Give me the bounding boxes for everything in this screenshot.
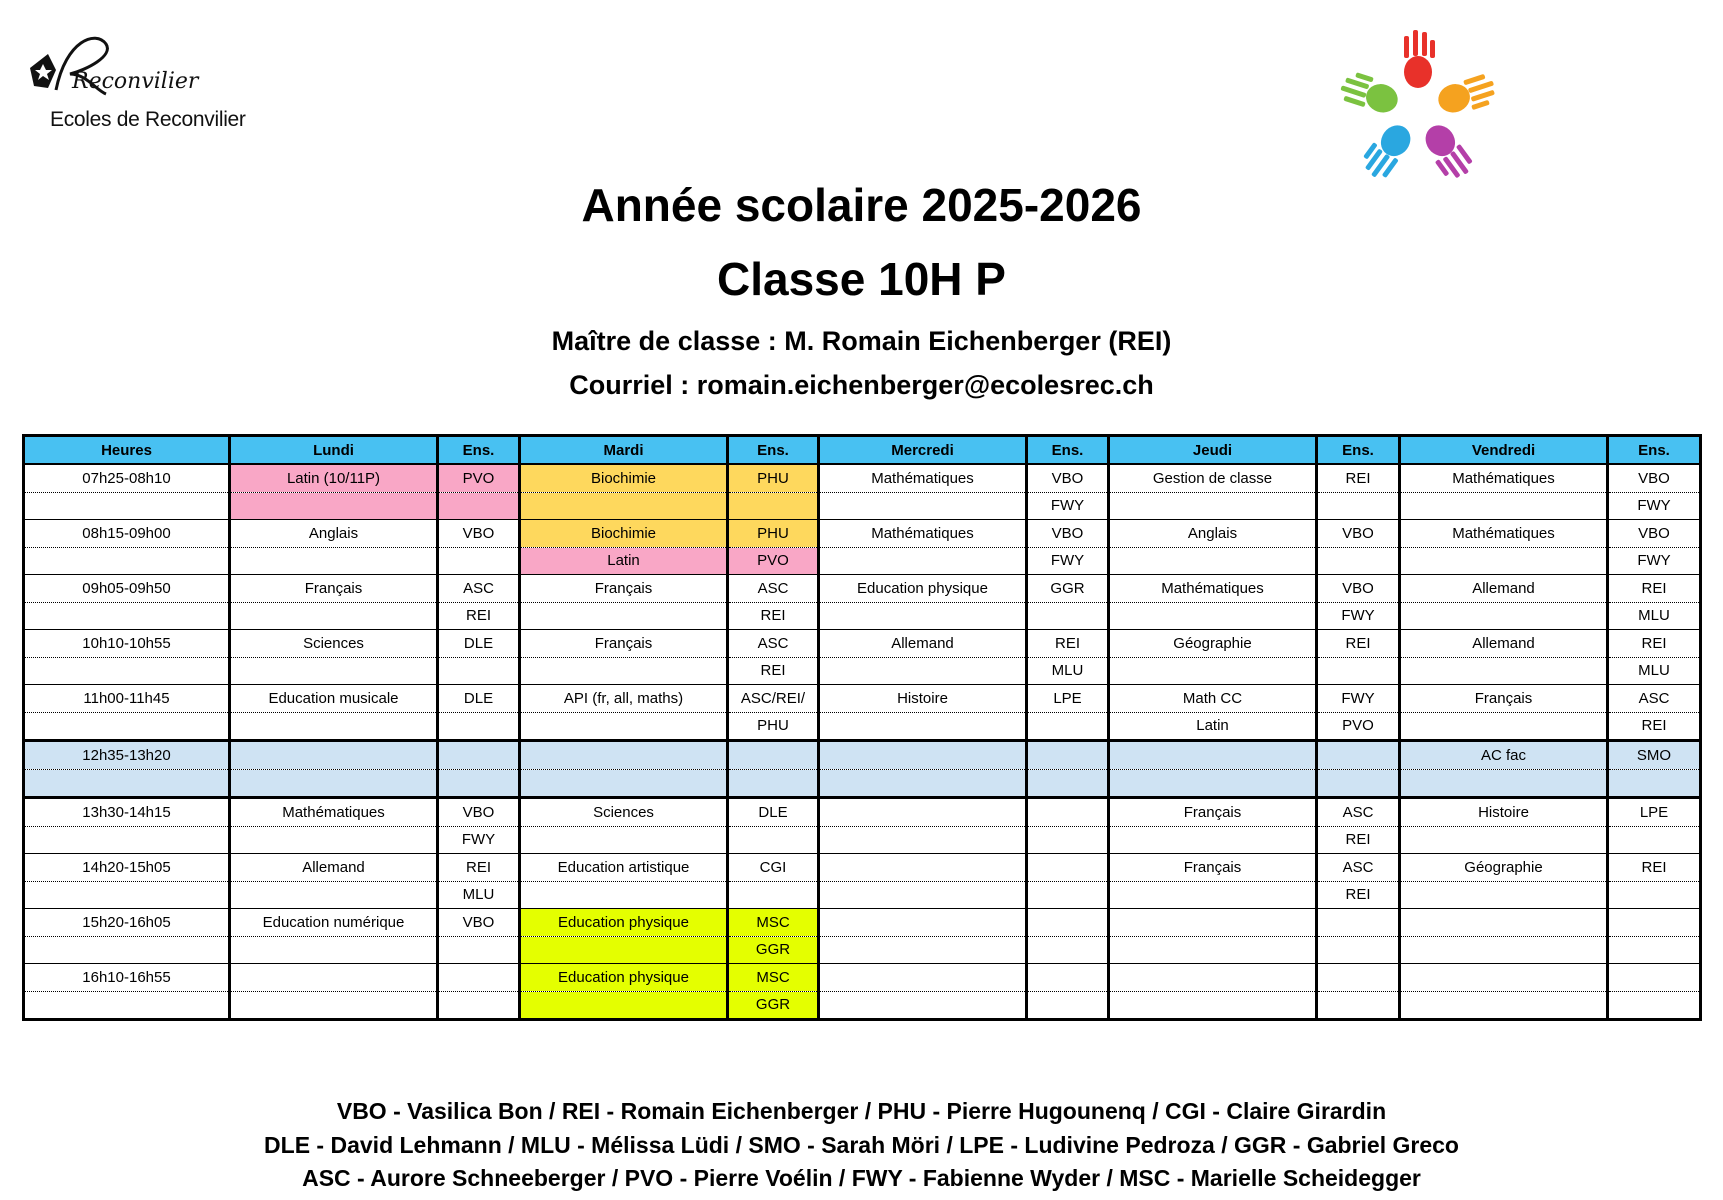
column-header-day: Lundi <box>230 436 438 465</box>
subject-cell: Histoire <box>1400 798 1608 827</box>
subject-cell: Allemand <box>819 630 1027 658</box>
subject-cell <box>1400 826 1608 854</box>
teacher-cell <box>1027 769 1109 798</box>
teacher-cell: MLU <box>1027 657 1109 685</box>
teacher-cell: PHU <box>728 712 819 741</box>
teacher-cell: MLU <box>1608 657 1701 685</box>
subject-cell <box>819 602 1027 630</box>
teacher-cell: MSC <box>728 909 819 937</box>
table-row <box>24 964 1701 992</box>
subject-cell <box>520 602 728 630</box>
teacher-cell <box>1317 657 1400 685</box>
teacher-cell: REI <box>1027 630 1109 658</box>
subject-cell <box>819 936 1027 964</box>
teacher-cell: ASC <box>1317 854 1400 882</box>
teacher-cell <box>1317 547 1400 575</box>
subject-cell: Gestion de classe <box>1109 464 1317 492</box>
subject-cell <box>520 936 728 964</box>
table-row <box>24 854 1701 882</box>
subject-cell: Sciences <box>230 630 438 658</box>
time-cell: 15h20-16h05 <box>24 909 230 937</box>
table-row <box>24 826 1701 854</box>
subject-cell <box>819 741 1027 770</box>
subject-cell <box>230 936 438 964</box>
subject-cell <box>520 492 728 520</box>
subject-cell <box>230 769 438 798</box>
teacher-cell <box>1027 936 1109 964</box>
subject-cell <box>819 547 1027 575</box>
teacher-cell: FWY <box>1027 547 1109 575</box>
subject-cell <box>1109 741 1317 770</box>
subject-cell <box>520 741 728 770</box>
legend-line: DLE - David Lehmann / MLU - Mélissa Lüdi / SMO - Sarah Möri / LPE - Ludivine Pedroza / GGR - Gabriel Greco <box>264 1132 1459 1158</box>
teacher-cell: ASC/REI/ <box>728 685 819 713</box>
subject-cell: Anglais <box>1109 520 1317 548</box>
subject-cell: Sciences <box>520 798 728 827</box>
time-cell <box>24 826 230 854</box>
subject-cell <box>520 769 728 798</box>
subject-cell <box>1109 769 1317 798</box>
class-name: Classe 10H P <box>717 253 1006 305</box>
subject-cell <box>1400 657 1608 685</box>
subject-cell <box>1109 881 1317 909</box>
table-row <box>24 798 1701 827</box>
subject-cell: Français <box>230 575 438 603</box>
time-cell <box>24 769 230 798</box>
teacher-cell <box>438 991 520 1020</box>
teacher-cell: ASC <box>728 575 819 603</box>
teacher-cell <box>1027 964 1109 992</box>
time-cell: 07h25-08h10 <box>24 464 230 492</box>
subject-cell <box>230 657 438 685</box>
teacher-cell: LPE <box>1027 685 1109 713</box>
subject-cell <box>819 964 1027 992</box>
time-cell: 16h10-16h55 <box>24 964 230 992</box>
teacher-cell: LPE <box>1608 798 1701 827</box>
column-header-day: Vendredi <box>1400 436 1608 465</box>
teacher-cell: PHU <box>728 520 819 548</box>
legend-line: ASC - Aurore Schneeberger / PVO - Pierre Voélin / FWY - Fabienne Wyder / MSC - Marielle Scheidegger <box>302 1165 1421 1191</box>
subject-cell: API (fr, all, maths) <box>520 685 728 713</box>
teacher-cell <box>1027 741 1109 770</box>
teacher-cell <box>1608 909 1701 937</box>
timetable-header-row <box>24 436 1701 465</box>
teacher-cell: FWY <box>1317 685 1400 713</box>
teacher-cell: CGI <box>728 854 819 882</box>
teacher-cell: REI <box>1317 464 1400 492</box>
subject-cell: Allemand <box>1400 575 1608 603</box>
teacher-cell: GGR <box>728 991 819 1020</box>
teacher-cell <box>1317 492 1400 520</box>
teacher-cell: GGR <box>728 936 819 964</box>
subject-cell: Français <box>520 630 728 658</box>
table-row <box>24 712 1701 741</box>
subject-cell: Education physique <box>520 909 728 937</box>
teacher-cell <box>1027 798 1109 827</box>
table-row <box>24 769 1701 798</box>
time-cell: 09h05-09h50 <box>24 575 230 603</box>
subject-cell: Histoire <box>819 685 1027 713</box>
subject-cell: Education physique <box>819 575 1027 603</box>
teacher-cell: PVO <box>728 547 819 575</box>
teacher-cell: PVO <box>1317 712 1400 741</box>
subject-cell <box>1400 547 1608 575</box>
subject-cell <box>230 492 438 520</box>
table-row <box>24 991 1701 1020</box>
teacher-cell <box>438 769 520 798</box>
teacher-cell: REI <box>1317 826 1400 854</box>
subject-cell <box>1400 936 1608 964</box>
teacher-cell <box>1027 991 1109 1020</box>
teacher-cell <box>1608 769 1701 798</box>
teacher-cell: FWY <box>1608 547 1701 575</box>
subject-cell: Education artistique <box>520 854 728 882</box>
time-cell <box>24 657 230 685</box>
subject-cell: Education musicale <box>230 685 438 713</box>
teacher-cell: FWY <box>438 826 520 854</box>
table-row <box>24 492 1701 520</box>
teacher-cell <box>438 936 520 964</box>
table-row <box>24 741 1701 770</box>
logo-caption: Ecoles de Reconvilier <box>50 108 246 131</box>
teacher-cell <box>1027 909 1109 937</box>
subject-cell <box>1400 712 1608 741</box>
teacher-cell: VBO <box>1317 520 1400 548</box>
column-header-teacher: Ens. <box>728 436 819 465</box>
time-cell <box>24 547 230 575</box>
time-cell: 12h35-13h20 <box>24 741 230 770</box>
table-row <box>24 520 1701 548</box>
teacher-cell: ASC <box>728 630 819 658</box>
teacher-cell: REI <box>1608 712 1701 741</box>
teacher-cell <box>1317 769 1400 798</box>
teacher-cell <box>1027 712 1109 741</box>
teacher-cell: VBO <box>1608 464 1701 492</box>
teacher-cell: ASC <box>438 575 520 603</box>
teacher-cell: VBO <box>438 798 520 827</box>
teacher-cell: DLE <box>728 798 819 827</box>
subject-cell <box>520 712 728 741</box>
column-header-teacher: Ens. <box>438 436 520 465</box>
legend-line: VBO - Vasilica Bon / REI - Romain Eichenberger / PHU - Pierre Hugounenq / CGI - Claire Girardin <box>336 1098 1387 1124</box>
table-row <box>24 547 1701 575</box>
subject-cell <box>819 854 1027 882</box>
teacher-cell: VBO <box>1027 464 1109 492</box>
time-cell: 13h30-14h15 <box>24 798 230 827</box>
teacher-cell: VBO <box>438 909 520 937</box>
timetable <box>22 434 1702 1021</box>
teacher-cell: ASC <box>1317 798 1400 827</box>
subject-cell <box>819 492 1027 520</box>
teacher-cell: FWY <box>1317 602 1400 630</box>
teacher-cell: VBO <box>438 520 520 548</box>
subject-cell: Français <box>520 575 728 603</box>
table-row <box>24 630 1701 658</box>
teacher-cell <box>1027 602 1109 630</box>
teacher-cell: REI <box>1317 630 1400 658</box>
table-row <box>24 685 1701 713</box>
subject-cell: Allemand <box>1400 630 1608 658</box>
subject-cell <box>520 991 728 1020</box>
reconvilier-emblem-icon <box>26 30 226 110</box>
subject-cell: Géographie <box>1109 630 1317 658</box>
table-row <box>24 657 1701 685</box>
subject-cell: Anglais <box>230 520 438 548</box>
time-cell <box>24 936 230 964</box>
subject-cell <box>1400 881 1608 909</box>
subject-cell <box>230 881 438 909</box>
subject-cell <box>1400 991 1608 1020</box>
teacher-cell <box>1027 881 1109 909</box>
subject-cell <box>1109 602 1317 630</box>
subject-cell: Mathématiques <box>1400 520 1608 548</box>
time-cell <box>24 991 230 1020</box>
subject-cell <box>819 881 1027 909</box>
subject-cell <box>1109 909 1317 937</box>
time-cell <box>24 881 230 909</box>
teacher-cell <box>1608 881 1701 909</box>
subject-cell <box>230 547 438 575</box>
subject-cell <box>819 826 1027 854</box>
teacher-cell: DLE <box>438 630 520 658</box>
teacher-cell <box>1317 991 1400 1020</box>
subject-cell <box>230 964 438 992</box>
time-cell <box>24 712 230 741</box>
teacher-cell <box>1317 964 1400 992</box>
teacher-cell <box>438 741 520 770</box>
subject-cell <box>1109 964 1317 992</box>
subject-cell <box>1109 492 1317 520</box>
subject-cell: Biochimie <box>520 520 728 548</box>
teacher-cell: FWY <box>1608 492 1701 520</box>
time-cell <box>24 492 230 520</box>
teacher-cell: ASC <box>1608 685 1701 713</box>
subject-cell <box>230 712 438 741</box>
column-header-teacher: Ens. <box>1317 436 1400 465</box>
subject-cell <box>520 657 728 685</box>
column-header-time: Heures <box>24 436 230 465</box>
teacher-cell: REI <box>438 602 520 630</box>
subject-cell: Latin (10/11P) <box>230 464 438 492</box>
subject-cell <box>819 991 1027 1020</box>
teacher-cell: REI <box>1608 854 1701 882</box>
school-logo <box>26 30 246 131</box>
subject-cell: AC fac <box>1400 741 1608 770</box>
subject-cell <box>230 602 438 630</box>
subject-cell: Math CC <box>1109 685 1317 713</box>
teacher-cell <box>1027 826 1109 854</box>
teacher-cell: SMO <box>1608 741 1701 770</box>
teacher-cell <box>438 712 520 741</box>
teacher-cell <box>438 492 520 520</box>
subject-cell <box>1109 826 1317 854</box>
teacher-cell: REI <box>1608 630 1701 658</box>
teacher-cell: VBO <box>1317 575 1400 603</box>
subject-cell: Allemand <box>230 854 438 882</box>
subject-cell <box>1400 909 1608 937</box>
subject-cell <box>1400 492 1608 520</box>
teacher-cell <box>438 657 520 685</box>
teacher-line: Maître de classe : M. Romain Eichenberger (REI) <box>551 326 1172 356</box>
time-cell: 08h15-09h00 <box>24 520 230 548</box>
teacher-cell: MSC <box>728 964 819 992</box>
subject-cell: Mathématiques <box>1109 575 1317 603</box>
teacher-cell: VBO <box>1027 520 1109 548</box>
teacher-cell <box>1608 964 1701 992</box>
email-line: Courriel : romain.eichenberger@ecolesrec.ch <box>569 370 1154 400</box>
subject-cell <box>1400 964 1608 992</box>
subject-cell: Géographie <box>1400 854 1608 882</box>
subject-cell: Education numérique <box>230 909 438 937</box>
teacher-cell: MLU <box>438 881 520 909</box>
column-header-teacher: Ens. <box>1027 436 1109 465</box>
teacher-cell <box>438 547 520 575</box>
teacher-cell: REI <box>1608 575 1701 603</box>
time-cell: 10h10-10h55 <box>24 630 230 658</box>
hands-logo-icon <box>1338 30 1498 190</box>
teacher-cell <box>728 492 819 520</box>
teacher-cell <box>1608 991 1701 1020</box>
subject-cell <box>1400 769 1608 798</box>
teacher-cell: VBO <box>1608 520 1701 548</box>
table-row <box>24 909 1701 937</box>
logo-wordmark: Reconvilier <box>72 69 199 94</box>
table-row <box>24 575 1701 603</box>
teacher-cell <box>1317 741 1400 770</box>
column-header-teacher: Ens. <box>1608 436 1701 465</box>
subject-cell <box>819 657 1027 685</box>
subject-cell: Mathématiques <box>819 520 1027 548</box>
teacher-cell <box>1608 936 1701 964</box>
table-row <box>24 602 1701 630</box>
subject-cell <box>230 741 438 770</box>
subject-cell <box>230 991 438 1020</box>
teacher-cell <box>1027 854 1109 882</box>
time-cell: 14h20-15h05 <box>24 854 230 882</box>
teacher-cell <box>1317 909 1400 937</box>
teacher-cell <box>728 741 819 770</box>
subject-cell: Latin <box>1109 712 1317 741</box>
teacher-cell: MLU <box>1608 602 1701 630</box>
subject-cell <box>819 909 1027 937</box>
teacher-cell <box>1317 936 1400 964</box>
teacher-cell: FWY <box>1027 492 1109 520</box>
subject-cell: Biochimie <box>520 464 728 492</box>
subject-cell <box>819 798 1027 827</box>
subject-cell: Latin <box>520 547 728 575</box>
subject-cell <box>1109 936 1317 964</box>
page-title: Année scolaire 2025-2026 <box>581 179 1142 231</box>
subject-cell: Mathématiques <box>819 464 1027 492</box>
table-row <box>24 936 1701 964</box>
subject-cell <box>1109 991 1317 1020</box>
teacher-cell: REI <box>438 854 520 882</box>
subject-cell: Mathématiques <box>230 798 438 827</box>
subject-cell <box>520 826 728 854</box>
table-row <box>24 881 1701 909</box>
teacher-cell: PVO <box>438 464 520 492</box>
time-cell <box>24 602 230 630</box>
subject-cell <box>819 769 1027 798</box>
teacher-cell: GGR <box>1027 575 1109 603</box>
teacher-cell <box>438 964 520 992</box>
subject-cell <box>520 881 728 909</box>
subject-cell <box>1109 657 1317 685</box>
subject-cell: Français <box>1400 685 1608 713</box>
subject-cell <box>230 826 438 854</box>
teacher-cell: REI <box>728 602 819 630</box>
column-header-day: Jeudi <box>1109 436 1317 465</box>
subject-cell: Français <box>1109 798 1317 827</box>
table-row <box>24 464 1701 492</box>
column-header-day: Mardi <box>520 436 728 465</box>
subject-cell <box>819 712 1027 741</box>
teacher-cell <box>728 769 819 798</box>
teacher-cell <box>728 881 819 909</box>
subject-cell <box>1400 602 1608 630</box>
teacher-cell: REI <box>1317 881 1400 909</box>
column-header-day: Mercredi <box>819 436 1027 465</box>
subject-cell <box>1109 547 1317 575</box>
teacher-cell: PHU <box>728 464 819 492</box>
teacher-cell <box>728 826 819 854</box>
teacher-cell <box>1608 826 1701 854</box>
teacher-cell: REI <box>728 657 819 685</box>
subject-cell: Mathématiques <box>1400 464 1608 492</box>
subject-cell: Education physique <box>520 964 728 992</box>
teacher-cell: DLE <box>438 685 520 713</box>
subject-cell: Français <box>1109 854 1317 882</box>
time-cell: 11h00-11h45 <box>24 685 230 713</box>
